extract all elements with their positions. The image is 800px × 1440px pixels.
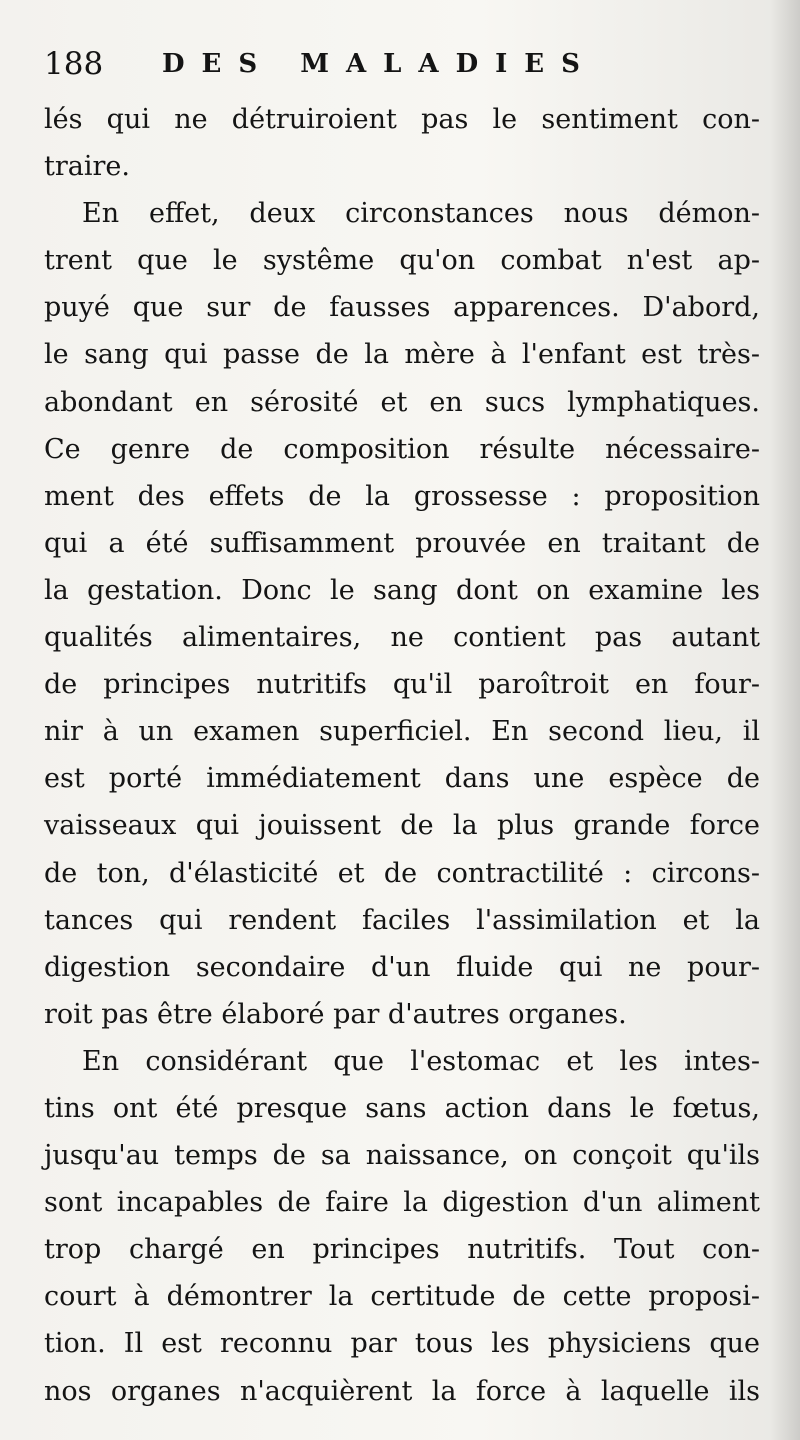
text-line: lés qui ne détruiroient pas le sentiment con- — [44, 104, 760, 135]
page-gutter-shadow — [770, 0, 800, 1440]
text-line: qui a été suffisamment prouvée en traitant de — [44, 527, 760, 559]
text-line: de principes nutritifs qu'il paroîtroit en four- — [44, 669, 760, 701]
text-line: roit pas être élaboré par d'autres organes. — [44, 998, 627, 1030]
text-line: vaisseaux qui jouissent de la plus grande force — [44, 810, 760, 842]
text-line: ment des effets de la grossesse : proposition — [44, 480, 760, 512]
text-line: le sang qui passe de la mère à l'enfant est très- — [44, 339, 760, 371]
text-line: digestion secondaire d'un fluide qui ne pour- — [44, 951, 760, 983]
text-line: En effet, deux circonstances nous démon- — [82, 198, 760, 230]
page-header — [44, 40, 764, 88]
text-line: trop chargé en principes nutritifs. Tout con- — [44, 1234, 760, 1266]
text-line: traire. — [44, 151, 130, 183]
text-line: puyé que sur de fausses apparences. D'abord, — [44, 292, 760, 324]
text-line: de ton, d'élasticité et de contractilité : circons- — [44, 857, 760, 889]
text-line: qualités alimentaires, ne contient pas autant — [44, 622, 760, 654]
text-line: trent que le systême qu'on combat n'est ap- — [44, 245, 760, 277]
text-line: tins ont été presque sans action dans le fœtus, — [44, 1092, 760, 1124]
text-line: sont incapables de faire la digestion d'un aliment — [44, 1187, 760, 1219]
text-line: nir à un examen superficiel. En second lieu, il — [44, 716, 760, 748]
running-head: DES MALADIES — [162, 49, 597, 79]
body-text — [44, 96, 760, 1415]
page-number: 188 — [44, 46, 104, 82]
text-line: est porté immédiatement dans une espèce de — [44, 763, 760, 795]
text-line: tances qui rendent faciles l'assimilation et la — [44, 904, 760, 936]
text-line: abondant en sérosité et en sucs lymphatiques. — [44, 386, 760, 418]
text-line: En considérant que l'estomac et les intes- — [82, 1045, 760, 1077]
text-line: jusqu'au temps de sa naissance, on conçoit qu'ils — [44, 1140, 760, 1172]
text-line: nos organes n'acquièrent la force à laquelle ils — [44, 1375, 760, 1407]
text-line: tion. Il est reconnu par tous les physiciens que — [44, 1328, 760, 1360]
text-line: court à démontrer la certitude de cette proposi- — [44, 1281, 760, 1313]
text-line: la gestation. Donc le sang dont on examine les — [44, 574, 760, 606]
text-line: Ce genre de composition résulte nécessaire- — [44, 433, 760, 465]
